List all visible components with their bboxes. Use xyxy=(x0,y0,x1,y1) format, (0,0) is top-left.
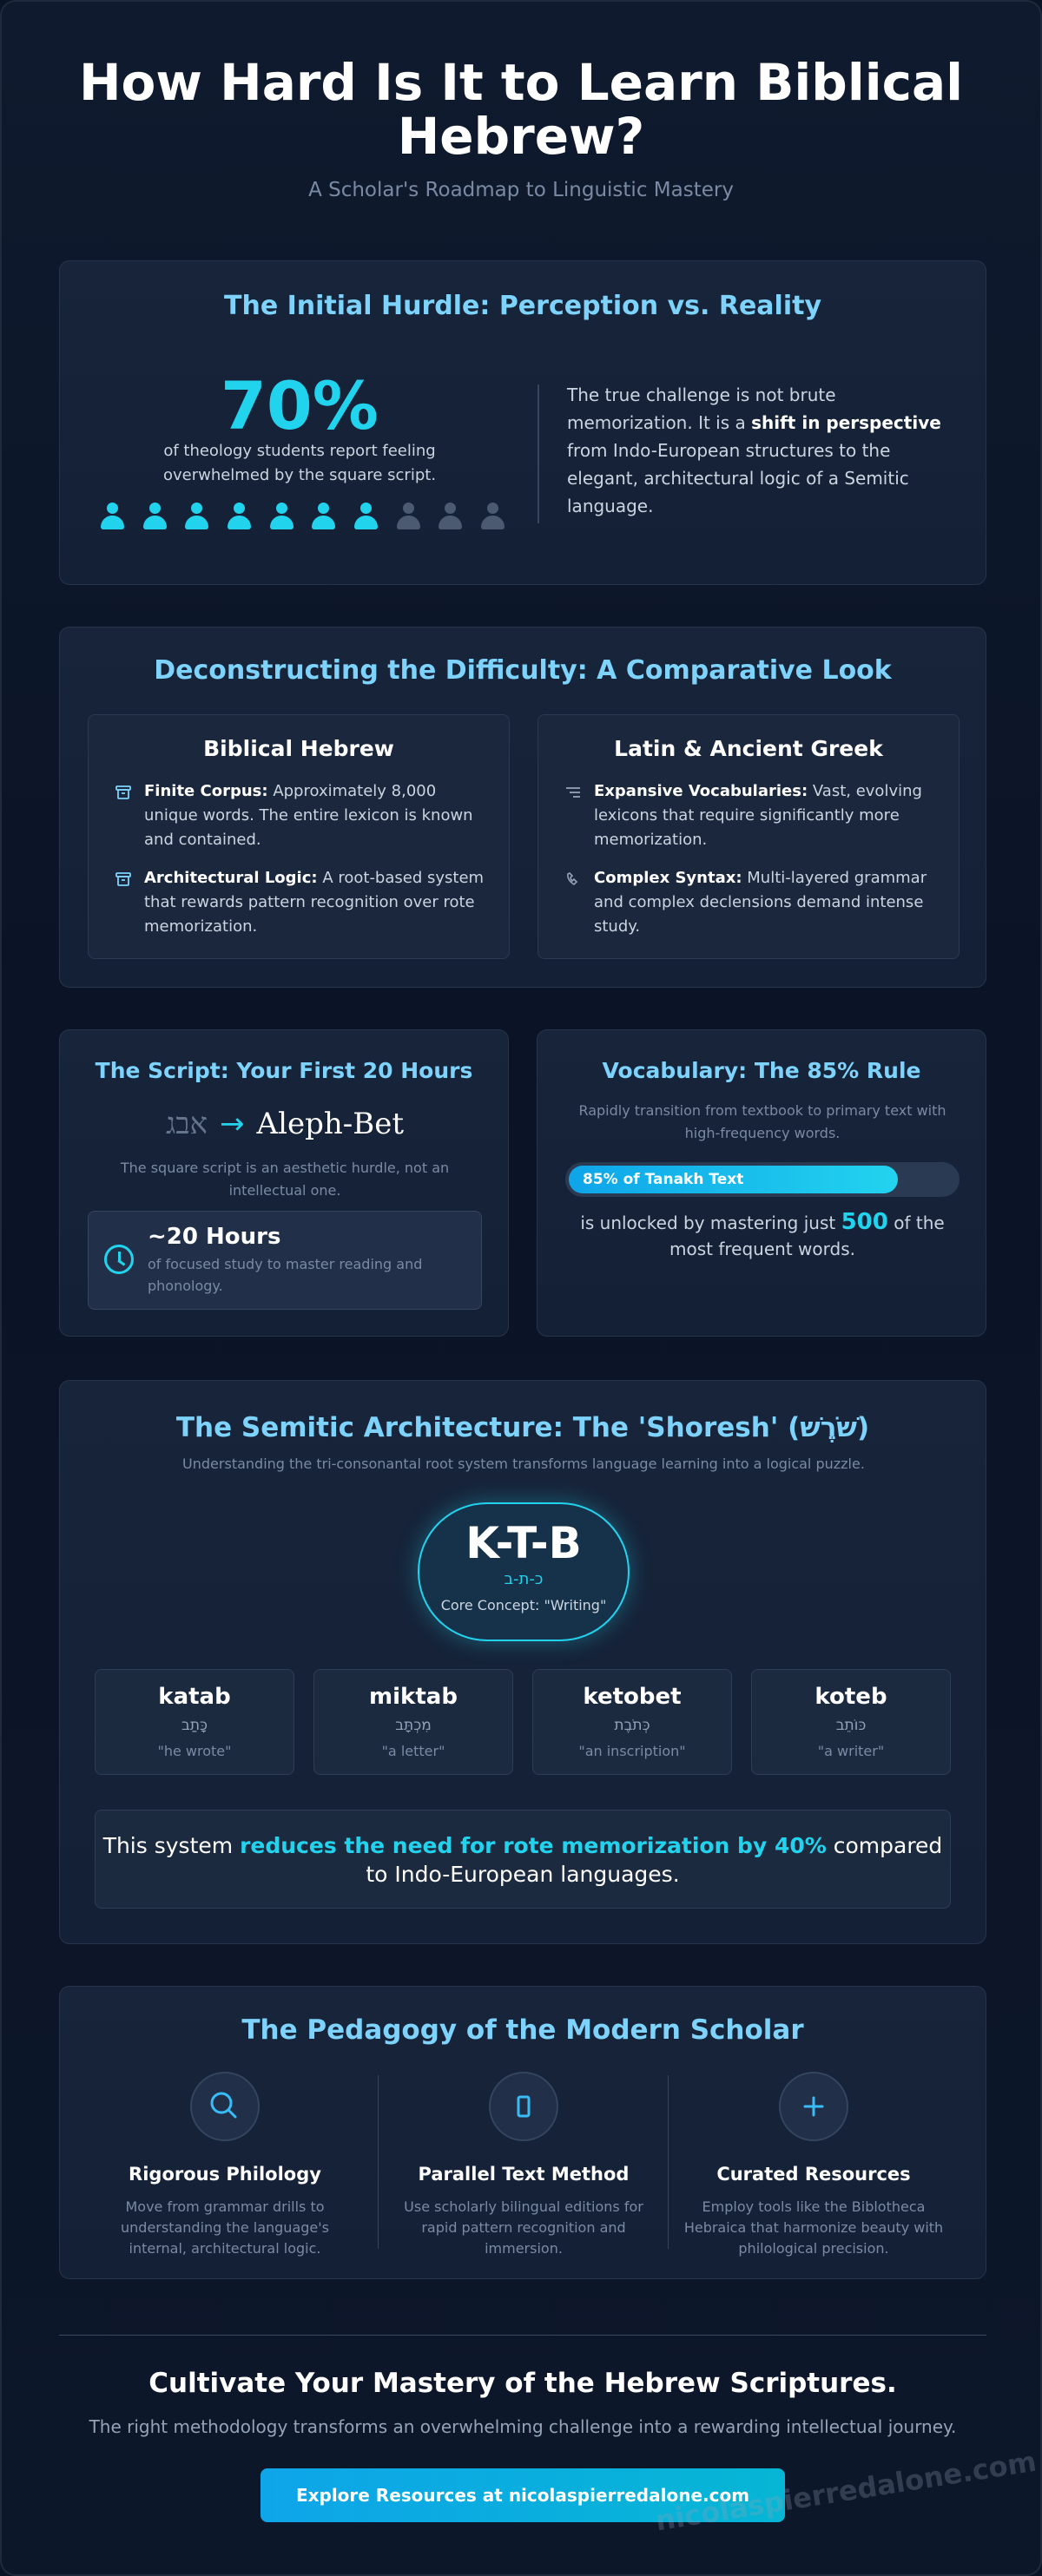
hours-box xyxy=(88,1211,482,1310)
script-title: The Script: Your First 20 Hours xyxy=(95,1058,473,1083)
vocab-number: 500 xyxy=(841,1209,888,1235)
script-note: The square script is an aesthetic hurdle, not an intellectual one. xyxy=(120,1160,450,1199)
book-icon xyxy=(489,2072,558,2141)
latin-greek-panel-heading: Latin & Ancient Greek xyxy=(614,736,883,761)
person-icon xyxy=(309,503,337,532)
latin-greek-panel xyxy=(537,714,960,959)
person-icon xyxy=(267,503,295,532)
shoresh-summary: This system reduces the need for rote memorization by 40% compared to Indo-European languages. xyxy=(95,1810,951,1909)
divider xyxy=(378,2075,379,2249)
person-icon xyxy=(394,503,422,532)
person-icon xyxy=(352,503,379,532)
divider xyxy=(537,384,539,523)
hebrew-panel xyxy=(88,714,510,959)
derivative-card: katab כָּתַב "he wrote" xyxy=(95,1669,294,1775)
script-card xyxy=(59,1029,509,1337)
hours-value: ~20 Hours xyxy=(148,1224,281,1250)
archive-icon xyxy=(115,871,132,887)
pedagogy-item: Curated Resources Employ tools like the Biblotheca Hebraica that harmonize beauty with philological precision. xyxy=(683,2072,944,2259)
derivative-card: ketobet כְּתֹבֶת "an inscription" xyxy=(532,1669,732,1775)
pedagogy-card xyxy=(59,1986,986,2279)
compare-title: Deconstructing the Difficulty: A Comparative Look xyxy=(154,655,892,686)
derivative-card: koteb כּוֹתֵב "a writer" xyxy=(751,1669,951,1775)
root-concept: Core Concept: "Writing" xyxy=(440,1597,607,1613)
person-icon xyxy=(436,503,464,532)
feature-item: Finite Corpus: Approximately 8,000 unique words. The entire lexicon is known and contained. xyxy=(115,779,488,852)
hurdle-stat-desc: of theology students report feeling overwhelmed by the square script. xyxy=(162,442,437,484)
hours-desc: of focused study to master reading and phonology. xyxy=(148,1256,423,1294)
vocab-note: Rapidly transition from textbook to primary text with high-frequency words. xyxy=(578,1102,946,1141)
shoresh-subtitle: Understanding the tri-consonantal root system transforms language learning into a logical puzzle. xyxy=(182,1456,865,1472)
archive-icon xyxy=(115,785,132,800)
hurdle-card xyxy=(59,260,986,585)
page-header xyxy=(2,2,1040,201)
person-icon xyxy=(141,503,168,532)
person-icon xyxy=(225,503,253,532)
explore-resources-button[interactable]: Explore Resources at nicolaspierredalone.com xyxy=(260,2468,785,2522)
phone-icon xyxy=(564,871,582,887)
clock-icon xyxy=(104,1245,134,1274)
pedagogy-title: The Pedagogy of the Modern Scholar xyxy=(241,2014,804,2046)
footer-divider xyxy=(59,2335,986,2336)
page-title: How Hard Is It to Learn Biblical Hebrew? xyxy=(78,53,963,167)
cta-subtitle: The right methodology transforms an overwhelming challenge into a rewarding intellectual journey. xyxy=(89,2416,957,2437)
cta-title: Cultivate Your Mastery of the Hebrew Scriptures. xyxy=(148,2368,897,2399)
hurdle-title: The Initial Hurdle: Perception vs. Reality xyxy=(224,291,821,321)
progress-bar xyxy=(565,1162,960,1197)
person-icon xyxy=(182,503,210,532)
progress-label: 85% of Tanakh Text xyxy=(583,1171,744,1188)
hebrew-panel-heading: Biblical Hebrew xyxy=(203,736,394,761)
root-letters: K-T-B xyxy=(465,1518,582,1568)
plus-icon xyxy=(779,2072,848,2141)
derivative-card: miktab מִכְתָּב "a letter" xyxy=(313,1669,513,1775)
pedagogy-item: Parallel Text Method Use scholarly bilingual editions for rapid pattern recognition and immersion. xyxy=(393,2072,654,2259)
search-icon xyxy=(190,2072,260,2141)
vocab-card xyxy=(537,1029,986,1337)
feature-item: Expansive Vocabularies: Vast, evolving lexicons that require significantly more memorization. xyxy=(564,779,938,852)
root-badge xyxy=(418,1502,630,1641)
feature-item: Architectural Logic: A root-based system that rewards pattern recognition over rote memorization. xyxy=(115,866,488,939)
compare-card xyxy=(59,627,986,988)
root-hebrew: כ-ת-ב xyxy=(504,1570,544,1588)
hurdle-text: The true challenge is not brute memorization. It is a shift in perspective from Indo-European structures to the elegant, architectural logic of a Semitic language. xyxy=(567,384,941,516)
page-subtitle: A Scholar's Roadmap to Linguistic Mastery xyxy=(308,179,734,202)
vocab-text: is unlocked by mastering just 500 of the most frequent words. xyxy=(580,1209,945,1259)
people-pictogram xyxy=(98,503,506,532)
script-transition xyxy=(60,1107,510,1141)
person-icon xyxy=(478,503,506,532)
watermark: nicolaspierredalone.com xyxy=(653,2444,1039,2538)
hebrew-letters: אבג xyxy=(166,1107,208,1141)
shoresh-card xyxy=(59,1380,986,1944)
arrow-right-icon: → xyxy=(220,1107,245,1141)
lines-icon xyxy=(564,785,582,800)
vocab-title: Vocabulary: The 85% Rule xyxy=(602,1058,921,1083)
person-icon xyxy=(98,503,126,532)
feature-item: Complex Syntax: Multi-layered grammar and complex declensions demand intense study. xyxy=(564,866,938,939)
pedagogy-item: Rigorous Philology Move from grammar drills to understanding the language's internal, architectural logic. xyxy=(95,2072,355,2259)
shoresh-title: The Semitic Architecture: The 'Shoresh' (שֹׁרֶשׁ) xyxy=(175,1412,870,1443)
aleph-bet-label: Aleph-Bet xyxy=(256,1107,404,1141)
hurdle-stat: 70% xyxy=(221,367,379,444)
divider xyxy=(668,2075,669,2249)
